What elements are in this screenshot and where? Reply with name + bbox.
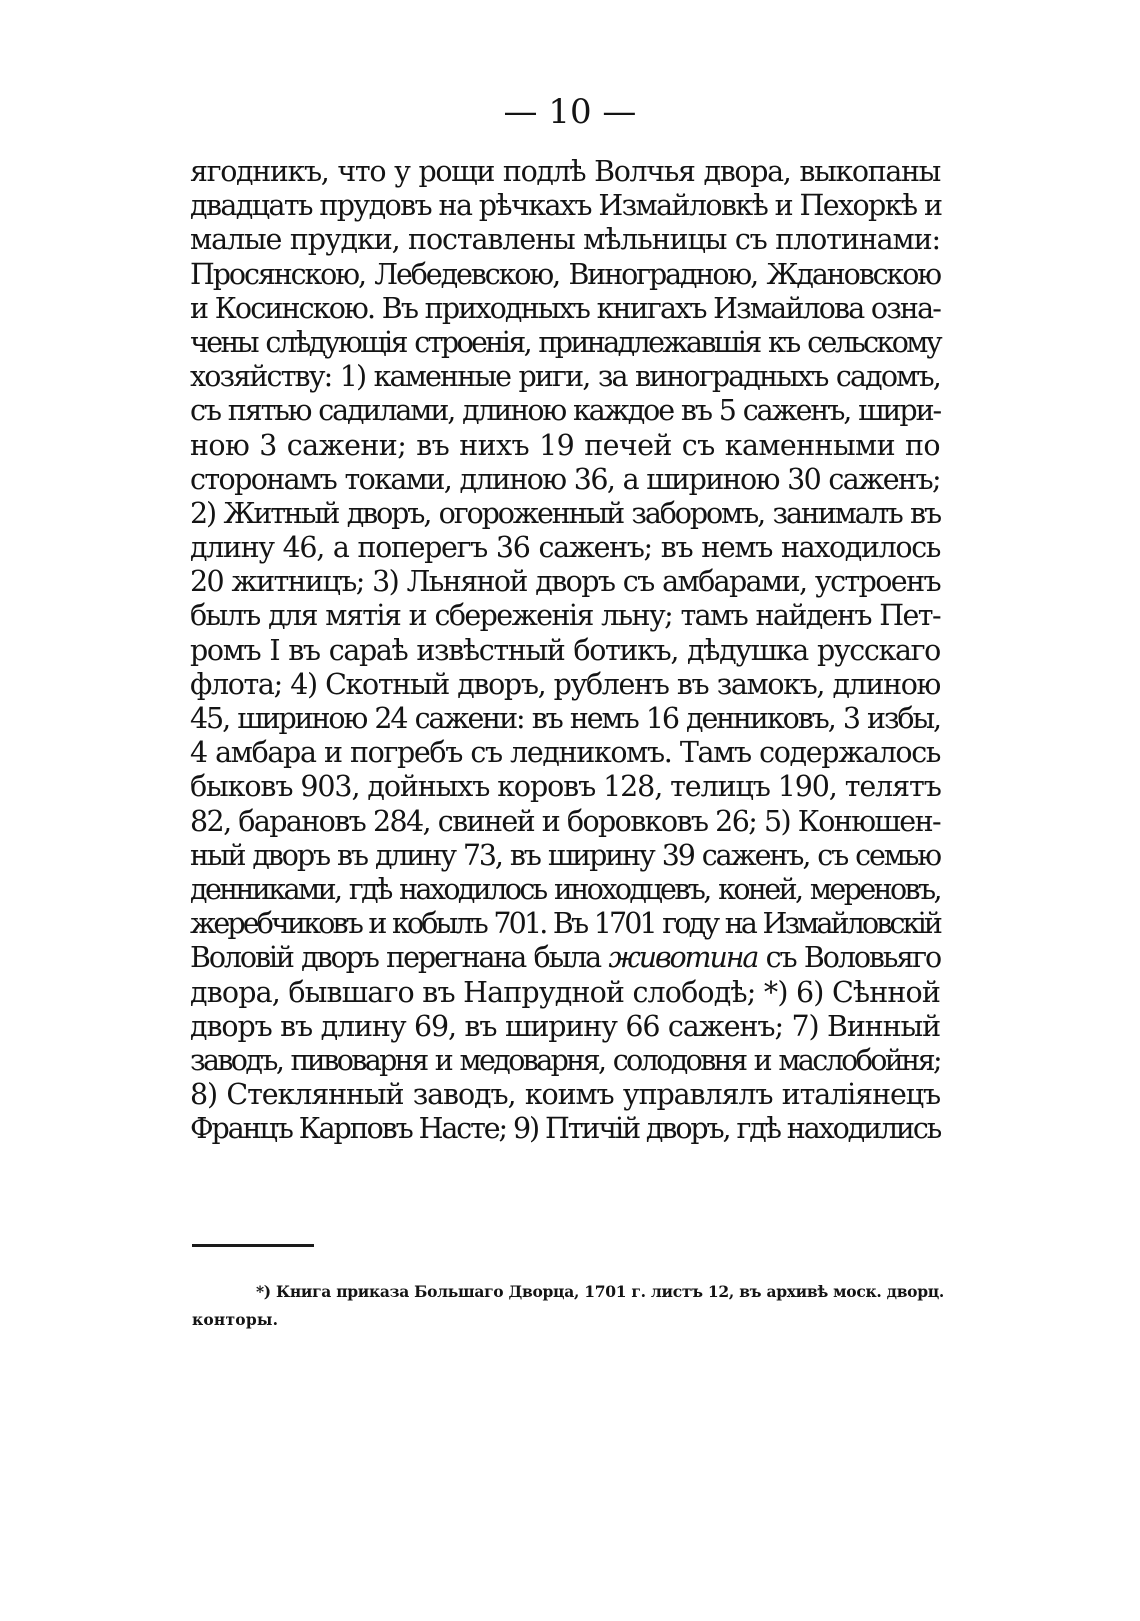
text-line: хозяйству: 1) каменные риги, за виноградныхъ садомъ, (190, 360, 940, 394)
footnote-line: *) Книга приказа Большаго Дворца, 1701 г. листъ 12, въ архивѣ моск. дворц. (256, 1282, 944, 1301)
text-segment: Воловій дворъ перегнана была (190, 941, 601, 975)
text-line: и Косинскою. Въ приходныхъ книгахъ Измайлова озна- (190, 291, 940, 325)
text-line: ягодникъ, что у рощи подлѣ Волчья двора, выкопаны (190, 155, 940, 188)
text-line: двора, бывшаго въ Напрудной слободѣ; *) 6) Сѣнной (190, 975, 940, 1009)
text-line: дворъ въ длину 69, въ ширину 66 саженъ; 7) Винный (190, 1009, 940, 1043)
text-line: сторонамъ токами, длиною 36, а шириною 30 саженъ; (190, 462, 940, 496)
text-line: 2) Житный дворъ, огороженный заборомъ, занималъ въ (190, 496, 940, 530)
text-line: малые прудки, поставлены мѣльницы съ плотинами: (190, 223, 940, 257)
italic-word: животина (608, 941, 758, 975)
text-line: заводъ, пивоварня и медоварня, солодовня и маслобойня; (190, 1043, 940, 1077)
text-line: двадцать прудовъ на рѣчкахъ Измайловкѣ и Пехоркѣ и (190, 189, 942, 223)
footnote (192, 1278, 944, 1334)
text-line: съ пятью садилами, длиною каждое въ 5 саженъ, шири- (190, 394, 940, 428)
text-line: длину 46, а поперегъ 36 саженъ; въ немъ находилось (190, 531, 940, 565)
text-line: ный дворъ въ длину 73, въ ширину 39 саженъ, съ семью (190, 838, 940, 872)
body-text (190, 155, 940, 1146)
text-line: Просянскою, Лебедевскою, Виноградною, Ждановскою (190, 257, 940, 291)
text-line: ною 3 сажени; въ нихъ 19 печей съ каменными по (190, 428, 940, 462)
text-line: Францъ Карповъ Насте; 9) Птичій дворъ, гдѣ находились (190, 1112, 941, 1146)
text-line: флота; 4) Скотный дворъ, рубленъ въ замокъ, длиною (190, 667, 940, 701)
page-number: — 10 — (503, 92, 637, 132)
text-segment: съ Воловьяго (765, 941, 941, 975)
text-line-with-italic (190, 941, 940, 975)
text-line: денниками, гдѣ находилось иноходцевъ, коней, мереновъ, (190, 872, 940, 906)
text-line: 45, шириною 24 сажени: въ немъ 16 денниковъ, 3 избы, (190, 702, 940, 735)
text-line: 8) Стеклянный заводъ, коимъ управлялъ италіянецъ (190, 1078, 940, 1112)
text-line: 4 амбара и погребъ съ ледникомъ. Тамъ содержалось (190, 736, 940, 770)
text-line: чены слѣдующія строенія, принадлежавшія къ сельскому (190, 325, 940, 359)
text-line: 82, барановъ 284, свиней и боровковъ 26; 5) Конюшен- (190, 804, 940, 838)
text-line: ромъ I въ сараѣ извѣстный ботикъ, дѣдушка русскаго (190, 633, 940, 667)
text-line: жеребчиковъ и кобылъ 701. Въ 1701 году на Измайловскій (190, 907, 940, 941)
footnote-line: конторы. (192, 1310, 279, 1329)
text-line: былъ для мятія и сбереженія льну; тамъ найденъ Пет- (190, 599, 940, 633)
text-line: быковъ 903, дойныхъ коровъ 128, телицъ 190, телятъ (190, 770, 941, 804)
footnote-divider (192, 1244, 314, 1247)
text-line: 20 житницъ; 3) Льняной дворъ съ амбарами, устроенъ (190, 565, 940, 599)
